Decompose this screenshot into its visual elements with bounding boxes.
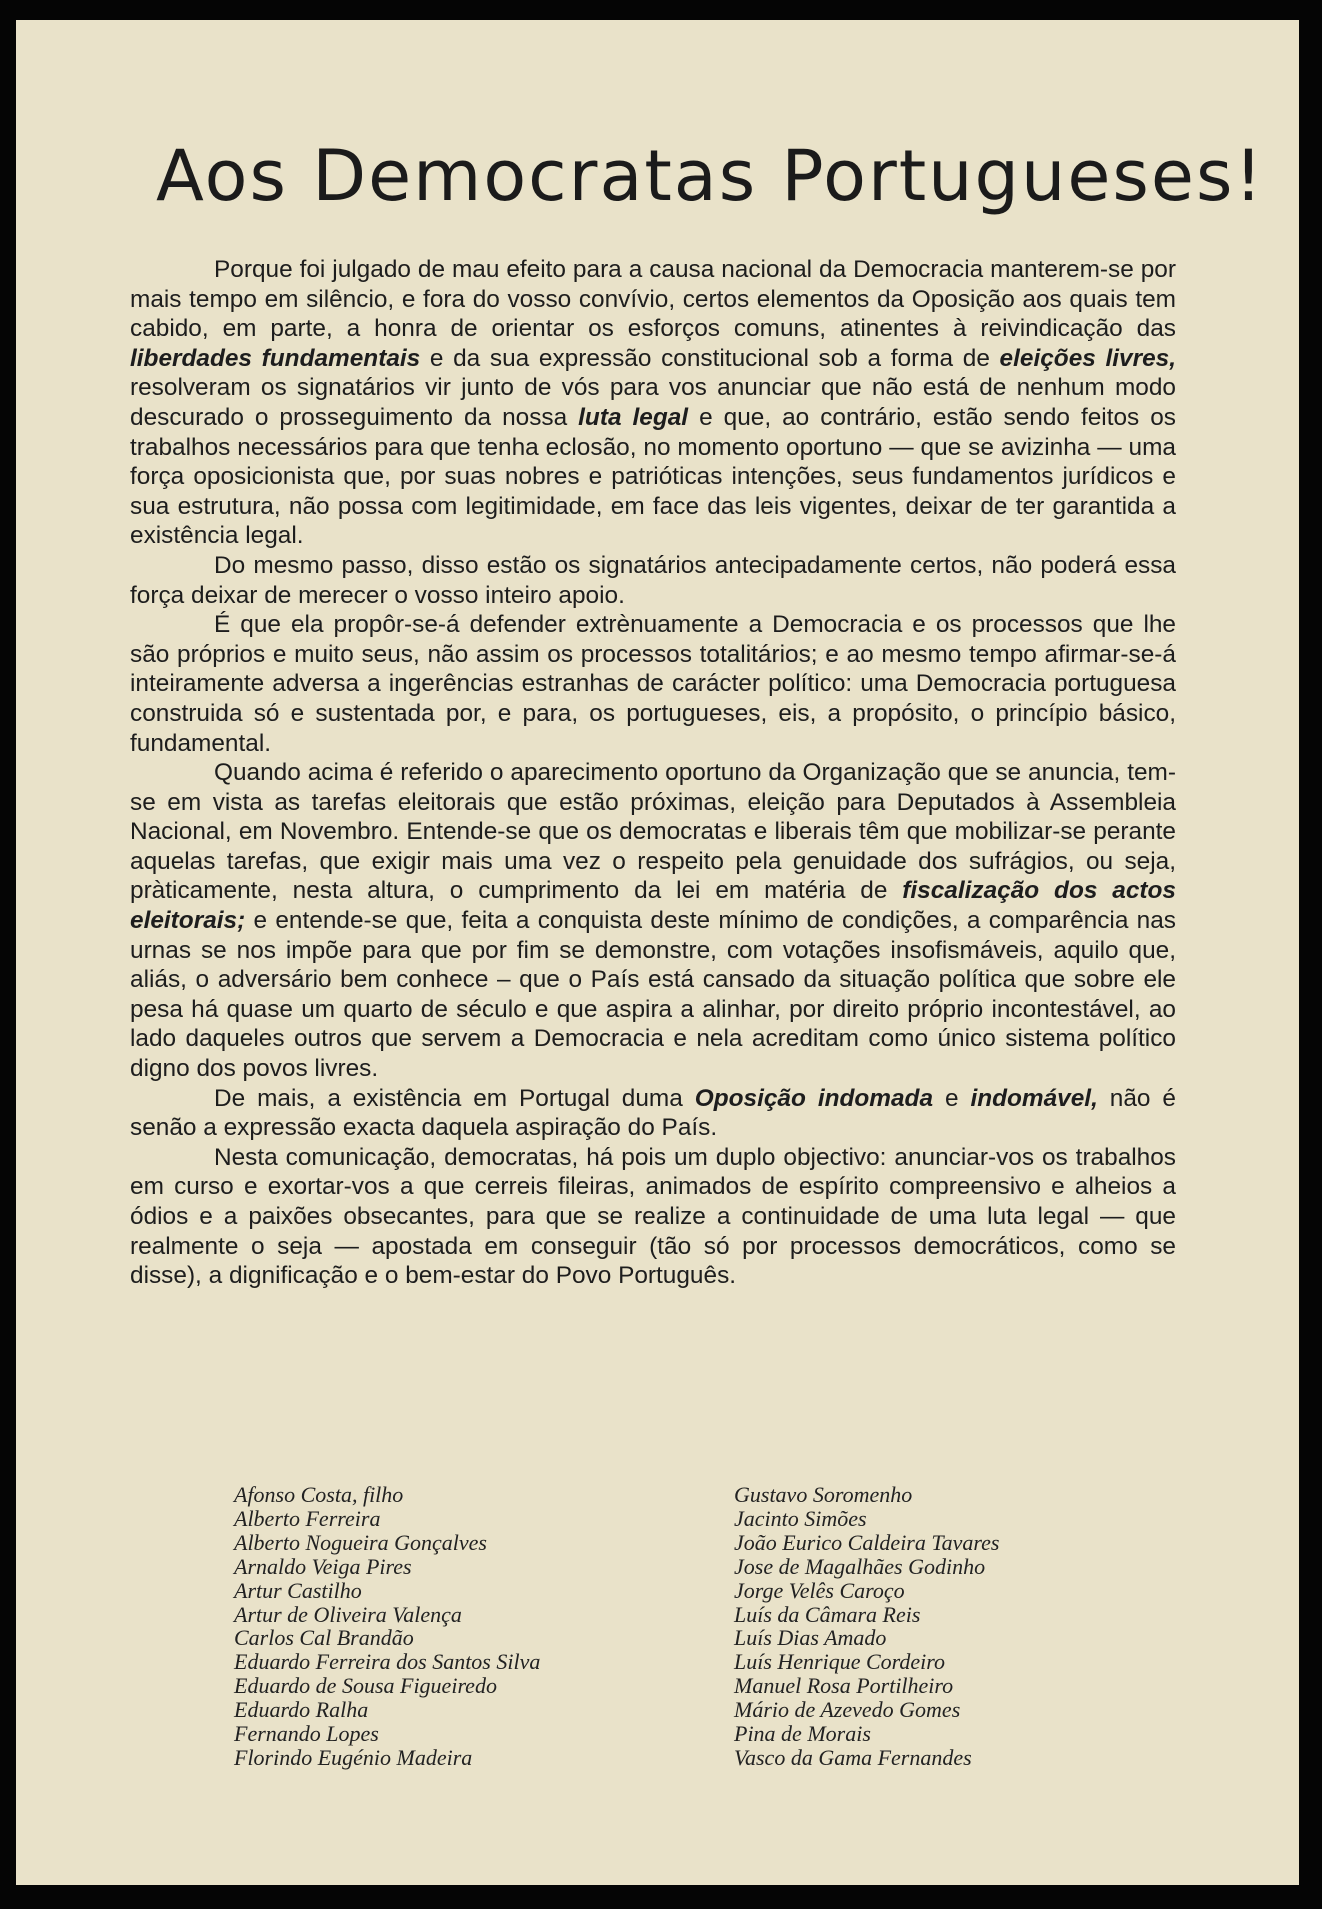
signatory-name: Luís Henrique Cordeiro <box>734 1649 946 1675</box>
signatories-left-column <box>234 1483 540 1770</box>
emphasized-phrase: eleições livres, <box>999 344 1176 372</box>
signatory-name: João Eurico Caldeira Tavares <box>734 1529 1000 1555</box>
paragraph-text: e da sua expressão constitucional sob a forma de <box>420 344 1000 372</box>
signatory-name: Alberto Ferreira <box>234 1505 381 1531</box>
paragraph-text: Quando acima é referido o aparecimento oportuno da Organização que se anuncia, tem-se em vista as tarefas eleitorais que estão próximas, eleição para Deputados à Assembleia Nacional, em Novembro. Entende-se que os democratas e liberais têm que mobilizar-se perante aquelas tarefas, que exigir mais uma vez o respeito pela genuidade dos sufrágios, ou seja, pràticamente, nesta altura, o cumprimento da lei em matéria de <box>130 759 1176 905</box>
signatory-name: Artur de Oliveira Valença <box>234 1601 462 1627</box>
body-paragraph <box>130 610 1176 758</box>
emphasized-phrase: luta legal <box>578 403 689 431</box>
body-paragraph <box>130 1143 1176 1291</box>
body-paragraph <box>130 758 1176 1084</box>
signatory-name: Fernando Lopes <box>234 1721 379 1747</box>
signatory-name: Carlos Cal Brandão <box>234 1625 414 1651</box>
signatory-name: Pina de Morais <box>734 1721 871 1747</box>
emphasized-phrase: liberdades fundamentais <box>130 344 421 372</box>
signatory-name: Florindo Eugénio Madeira <box>234 1744 473 1770</box>
signatory-name: Jorge Velês Caroço <box>734 1577 905 1603</box>
page-title: Aos Democratas Portugueses! <box>156 135 1265 217</box>
signatory-name: Jacinto Simões <box>734 1505 867 1531</box>
paragraph-text: e que, ao contrário, estão sendo feitos os trabalhos necessários para que tenha eclosão, no momento oportuno — que se avizinha — uma força oposicionista que, por suas nobres e patrióticas intenções, seus fundamentos jurídicos e sua estrutura, não possa com legitimidade, em face das leis vigentes, deixar de ter garantida a existência legal. <box>130 403 1176 550</box>
signatory-name: Manuel Rosa Portilheiro <box>734 1673 954 1699</box>
emphasized-phrase: Oposição indomada <box>694 1084 934 1112</box>
signatory-name: Mário de Azevedo Gomes <box>734 1697 961 1723</box>
paragraph-text: e entende-se que, feita a conquista deste mínimo de condições, a comparência nas urnas se nos impõe para que por fim se demonstre, com votações insofismáveis, aquilo que, aliás, o adversário bem conhece – que o País está cansado da situação política que sobre ele pesa há quase um quarto de século e que aspira a alinhar, por direito próprio incontestável, ao lado daqueles outros que servem a Democracia e nela acreditam como único sistema político digno dos povos livres. <box>130 907 1176 1083</box>
emphasized-phrase: fiscalização dos actos eleitorais; <box>130 877 1177 935</box>
signatory-name: Gustavo Soromenho <box>734 1482 913 1507</box>
emphasized-phrase: indomável, <box>970 1084 1098 1112</box>
signatory-name: Luís Dias Amado <box>734 1625 887 1651</box>
signatory-name: Arnaldo Veiga Pires <box>234 1553 412 1579</box>
signatory-name: Vasco da Gama Fernandes <box>734 1744 972 1770</box>
paragraph-text: e <box>933 1084 971 1112</box>
signatories-right-column <box>734 1483 999 1770</box>
signatory-name: Luís da Câmara Reis <box>734 1601 921 1627</box>
signatory-name: Eduardo Ferreira dos Santos Silva <box>234 1649 541 1675</box>
paragraph-text: resolveram os signatários vir junto de vós para vos anunciar que não está de nenhum modo descurado o prosseguimento da nossa <box>130 374 1176 431</box>
body-paragraph <box>130 255 1176 551</box>
signatory-name: Artur Castilho <box>234 1577 362 1603</box>
paragraph-text: De mais, a existência em Portugal duma <box>214 1084 695 1112</box>
paragraph-text: Nesta comunicação, democratas, há pois um duplo objectivo: anunciar-vos os trabalhos em curso e exortar-vos a que cerreis fileiras, animados de espírito compreensivo e alheios a ódios e a paixões obsecantes, para que se realize a continuidade de uma luta legal — que realmente o seja — apostada em conseguir (tão só por processos democráticos, como se disse), a dignificação e o bem-estar do Povo Português. <box>130 1143 1176 1290</box>
paragraph-text: Do mesmo passo, disso estão os signatários antecipadamente certos, não poderá essa força deixar de merecer o vosso inteiro apoio. <box>130 551 1176 609</box>
paragraph-text: É que ela propôr-se-á defender extrènuamente a Democracia e os processos que lhe são próprios e muito seus, não assim os processos totalitários; e ao mesmo tempo afirmar-se-á inteiramente adversa a ingerências estranhas de carácter político: uma Democracia portuguesa construida só e sustentada por, e para, os portugueses, eis, a propósito, o princípio básico, fundamental. <box>130 611 1176 757</box>
signatory-name: Afonso Costa, filho <box>234 1482 404 1507</box>
leaflet-page <box>16 20 1299 1885</box>
body-paragraph <box>130 551 1176 610</box>
signatory-name: Jose de Magalhães Godinho <box>734 1553 986 1579</box>
signatory-name: Eduardo Ralha <box>234 1697 369 1723</box>
paragraph-text: não é senão a expressão exacta daquela aspiração do País. <box>130 1084 1176 1142</box>
paragraph-text: Porque foi julgado de mau efeito para a causa nacional da Democracia manterem-se por mais tempo em silêncio, e fora do vosso convívio, certos elementos da Oposição aos quais tem cabido, em parte, a honra de orientar os esforços comuns, atinentes à reivindicação das <box>130 256 1176 343</box>
manifesto-body <box>130 255 1176 1291</box>
signatory-name: Eduardo de Sousa Figueiredo <box>234 1673 497 1699</box>
signatory-name: Alberto Nogueira Gonçalves <box>234 1529 487 1555</box>
body-paragraph <box>130 1084 1176 1143</box>
